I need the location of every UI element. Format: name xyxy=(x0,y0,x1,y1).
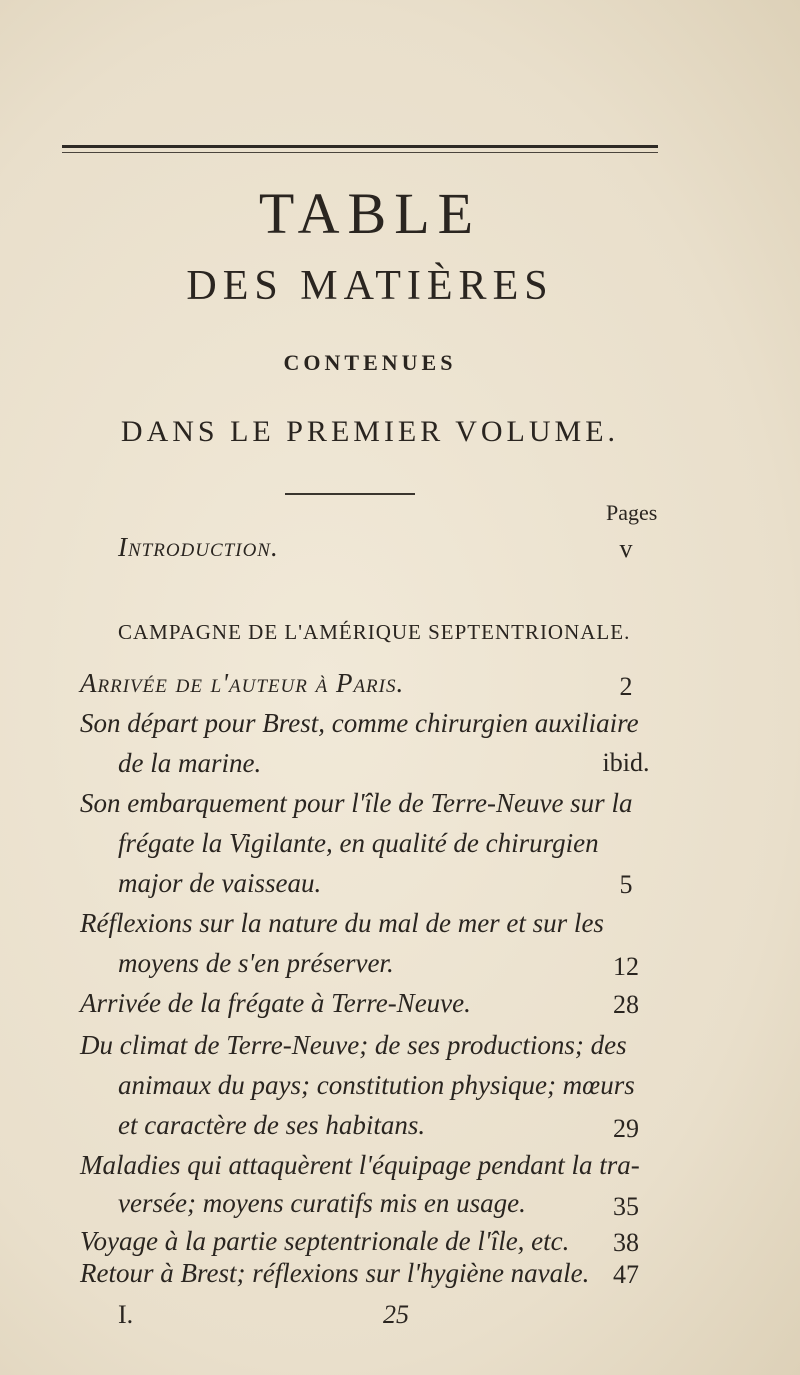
entry-line: Son embarquement pour l'île de Terre-Neuve sur la xyxy=(80,788,633,818)
entry-line: animaux du pays; constitution physique; mœurs xyxy=(118,1070,635,1100)
pages-column-heading: Pages xyxy=(606,500,658,525)
entry-page: 29 xyxy=(613,1114,639,1143)
entry-page: 28 xyxy=(613,990,639,1019)
top-rule-thin xyxy=(62,152,658,153)
entry-line: Arrivée de la frégate à Terre-Neuve. xyxy=(80,988,471,1018)
entry-line: Maladies qui attaquèrent l'équipage pendant la tra- xyxy=(80,1150,640,1180)
entry-page: ibid. xyxy=(602,748,650,777)
entry-page: 35 xyxy=(613,1192,639,1221)
introduction-label: Introduction. xyxy=(118,532,279,562)
entry-line: moyens de s'en préserver. xyxy=(118,948,394,978)
entry-line: Retour à Brest; réflexions sur l'hygiène navale. xyxy=(80,1258,590,1288)
entry-line: versée; moyens curatifs mis en usage. xyxy=(118,1188,526,1218)
subtitle-volume: DANS LE PREMIER VOLUME. xyxy=(120,415,620,448)
section-heading: CAMPAGNE DE L'AMÉRIQUE SEPTENTRIONALE. xyxy=(118,620,631,644)
entry-line: de la marine. xyxy=(118,748,262,778)
signature-number: 25 xyxy=(383,1300,409,1329)
entry-page: 2 xyxy=(619,672,633,701)
entry-page: 12 xyxy=(613,952,639,981)
entry-line: major de vaisseau. xyxy=(118,868,322,898)
entry-page: 47 xyxy=(613,1260,639,1289)
entry-line: Voyage à la partie septentrionale de l'île, etc. xyxy=(80,1226,570,1256)
introduction-page: v xyxy=(619,534,633,563)
entry-line: frégate la Vigilante, en qualité de chirurgien xyxy=(118,828,599,858)
subtitle-contenues: CONTENUES xyxy=(283,350,457,375)
entry-page: 38 xyxy=(613,1228,639,1257)
signature-mark: I. xyxy=(118,1300,134,1329)
entry-line: Du climat de Terre-Neuve; de ses productions; des xyxy=(80,1030,627,1060)
top-rule xyxy=(62,145,658,148)
entry-line: Réflexions sur la nature du mal de mer et sur les xyxy=(80,908,604,938)
page-subtitle: DES MATIÈRES xyxy=(186,263,554,309)
entry-page: 5 xyxy=(619,870,633,899)
entry-line: Son départ pour Brest, comme chirurgien auxiliaire xyxy=(80,708,639,738)
entry-line: et caractère de ses habitans. xyxy=(118,1110,426,1140)
page-title: TABLE xyxy=(258,181,482,246)
middle-rule xyxy=(285,493,415,495)
entry-line: Arrivée de l'auteur à Paris. xyxy=(80,668,405,698)
